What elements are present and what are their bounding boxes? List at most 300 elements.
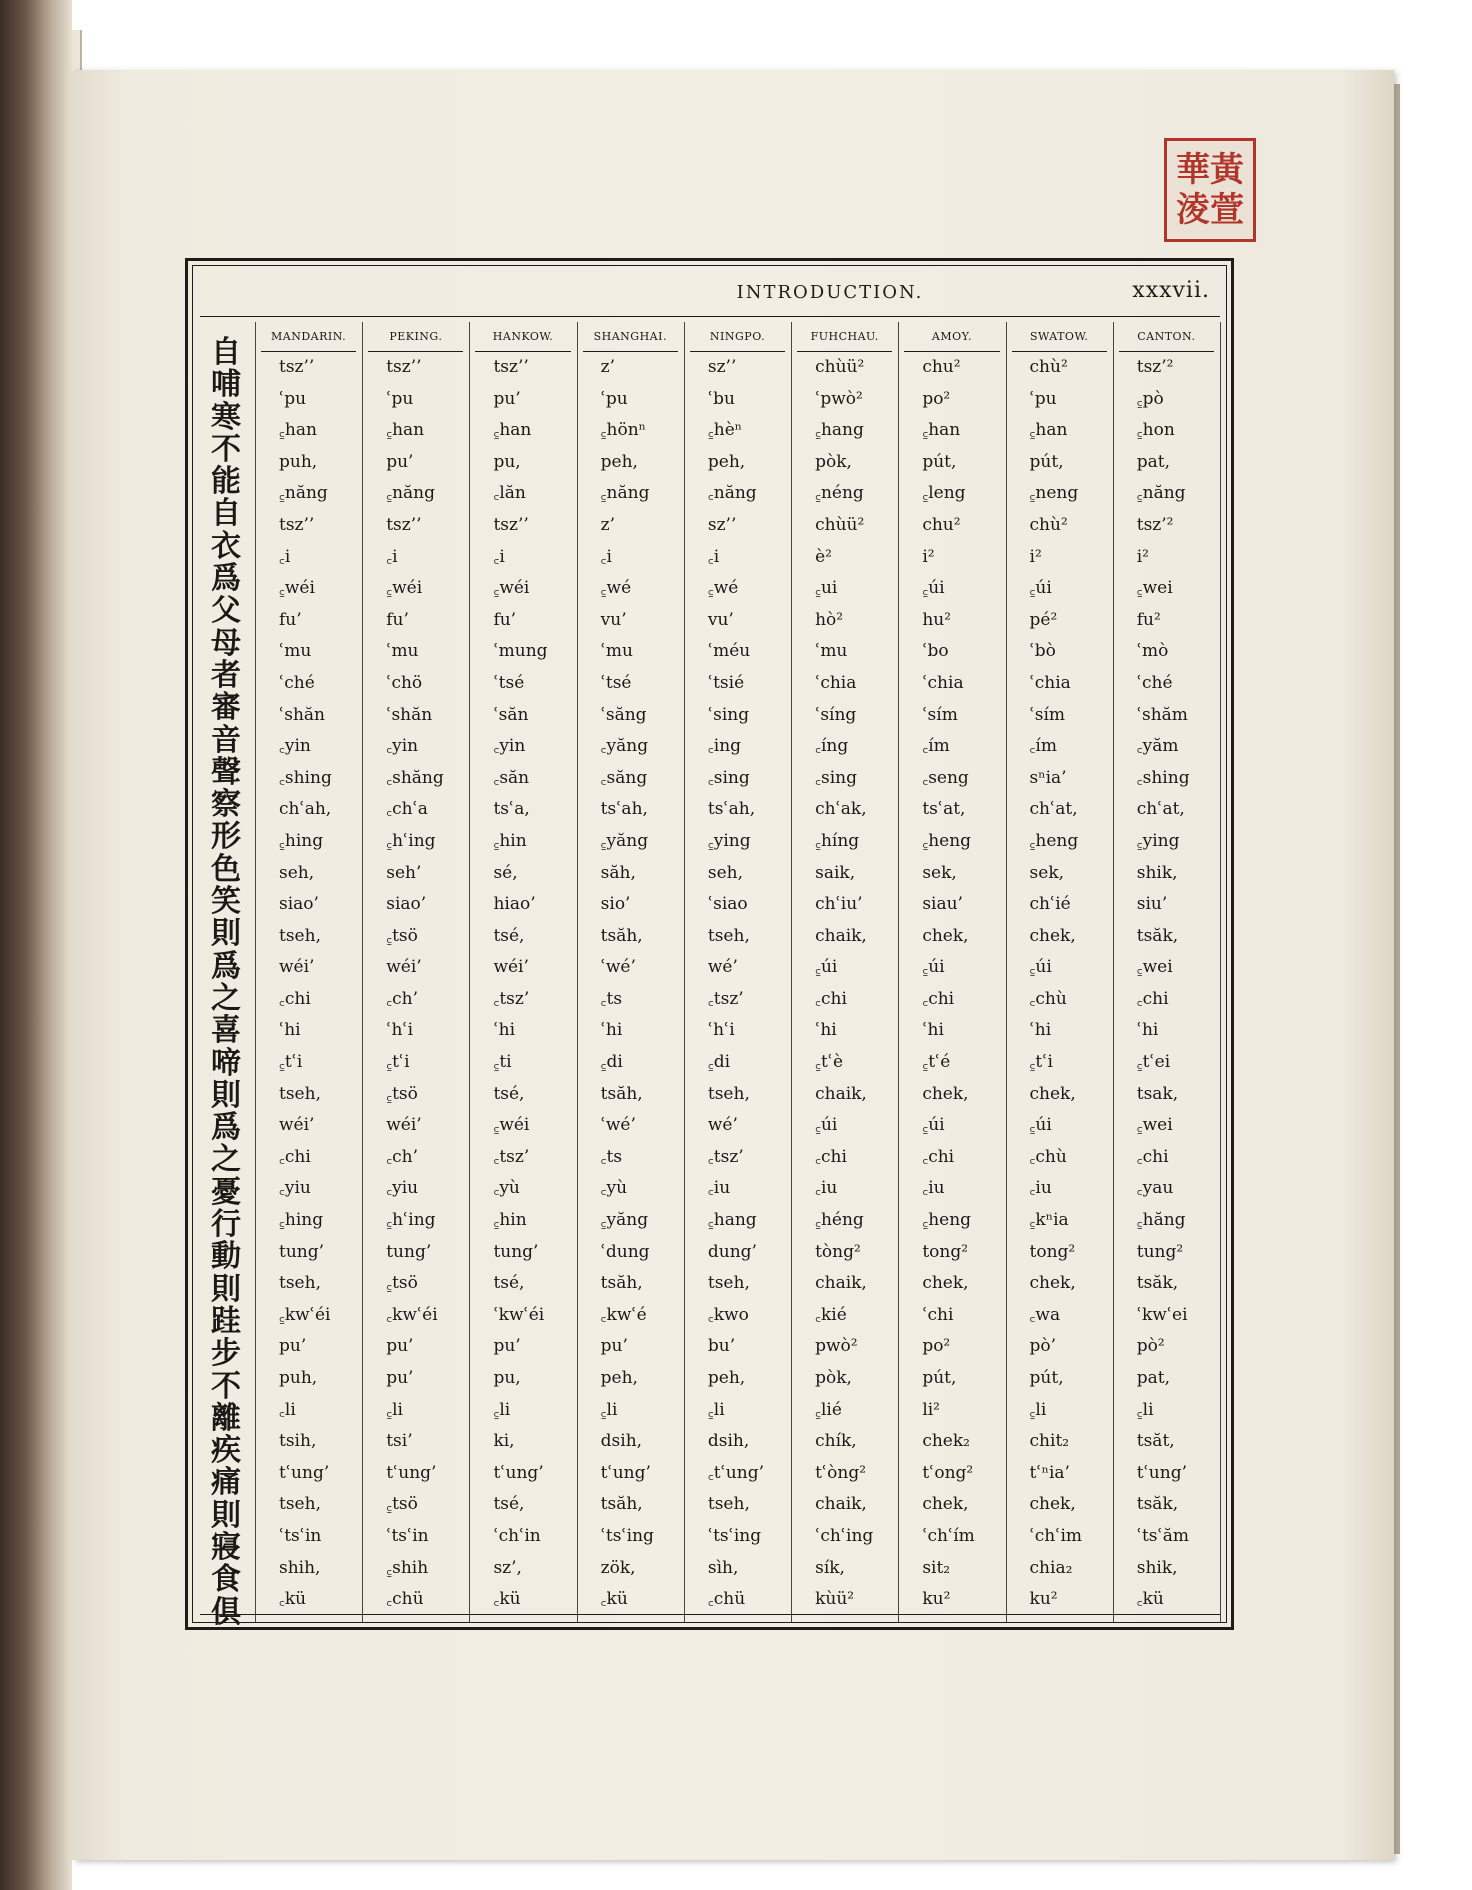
table-cell: tʿⁿia’ — [1029, 1462, 1070, 1483]
table-row — [255, 1426, 1220, 1458]
table-cell: ꜁shih — [386, 1557, 429, 1578]
table-cell: ꜁néng — [815, 483, 864, 504]
chinese-character: 動 — [211, 1239, 241, 1275]
column-rule — [1006, 322, 1007, 1622]
table-cell: ꜁năng — [386, 483, 436, 504]
column-rule — [362, 322, 363, 1622]
column-rule — [577, 322, 578, 1622]
table-row — [255, 952, 1220, 984]
table-cell: ʿhi — [493, 1020, 516, 1041]
chinese-character: 爲 — [211, 948, 241, 984]
table-cell: li² — [922, 1399, 941, 1420]
table-cell: chek, — [1029, 1083, 1076, 1104]
column-header: AMOY. — [904, 322, 999, 352]
table-row — [255, 731, 1220, 763]
table-row — [255, 1015, 1220, 1047]
table-cell: chek, — [922, 1494, 969, 1515]
table-cell: ꜀chi — [815, 988, 847, 1009]
chinese-character: 喜 — [211, 1013, 241, 1049]
table-cell: ꜀iu — [707, 1178, 731, 1199]
table-cell: hò² — [815, 609, 844, 630]
chinese-character: 之 — [211, 1142, 241, 1178]
table-cell: ʿché — [279, 672, 315, 693]
table-cell: ʿshăm — [1136, 704, 1188, 725]
table-row — [255, 1173, 1220, 1205]
table-row — [255, 478, 1220, 510]
table-cell: ʿdung — [600, 1241, 650, 1262]
table-cell: ꜁han — [279, 420, 317, 441]
table-cell: ꜀chi — [1136, 1146, 1169, 1167]
table-cell: pu’ — [493, 1336, 521, 1357]
table-cell: ʿsăn — [493, 704, 529, 725]
table-cell: ʿtsʿing — [600, 1525, 654, 1546]
table-cell: tʿung’ — [600, 1462, 651, 1483]
table-cell: i² — [1136, 546, 1150, 567]
table-cell: chek, — [1029, 1273, 1076, 1294]
table-cell: tòng² — [815, 1241, 861, 1262]
chinese-character: 爲 — [211, 1110, 241, 1146]
table-cell: ʿmu — [600, 641, 633, 662]
table-cell: ꜀kwʿéi — [386, 1304, 438, 1325]
table-row — [255, 1395, 1220, 1427]
table-cell: ꜁heng — [1029, 830, 1079, 851]
table-cell: z’ — [600, 514, 616, 535]
table-row — [255, 1300, 1220, 1332]
table-cell: ꜁năng — [279, 483, 328, 504]
table-cell: ʿméu — [707, 641, 751, 662]
table-cell: ʿchʿing — [815, 1525, 874, 1546]
table-cell: wéi’ — [493, 957, 529, 978]
table-cell: ʿmu — [279, 641, 312, 662]
table-cell: ꜁li — [600, 1399, 618, 1420]
chinese-character: 哺 — [211, 367, 241, 403]
table-cell: tsak, — [1136, 1083, 1179, 1104]
bottom-rule — [200, 1614, 1220, 1615]
table-cell: tung’ — [493, 1241, 539, 1262]
table-cell: ꜀năng — [707, 483, 757, 504]
table-cell: tseh, — [707, 925, 750, 946]
table-cell: ʿbò — [1029, 641, 1056, 662]
table-cell: ꜁yăng — [600, 830, 649, 851]
table-cell: sek, — [922, 862, 957, 883]
table-cell: ꜀chʿa — [386, 799, 428, 820]
table-cell: chu² — [922, 357, 961, 377]
table-cell: ꜁pò — [1136, 388, 1164, 409]
table-cell: ꜀yăm — [1136, 736, 1179, 757]
table-cell: tseh, — [707, 1494, 750, 1515]
table-cell: pu’ — [386, 1336, 414, 1357]
table-body — [255, 352, 1220, 1622]
table-cell: ꜀chü — [386, 1589, 424, 1610]
table-cell: ʿpu — [386, 388, 414, 409]
table-cell: ꜁úi — [922, 1115, 945, 1136]
table-cell: ꜀lăn — [493, 483, 526, 504]
table-cell: ꜁li — [707, 1399, 725, 1420]
table-cell: shik, — [1136, 862, 1178, 883]
table-cell: wéi’ — [386, 1115, 422, 1136]
table-cell: pút, — [1029, 1368, 1064, 1388]
table-cell: pu’ — [279, 1336, 307, 1357]
table-cell: fu’ — [279, 609, 302, 630]
table-cell: dung’ — [707, 1241, 757, 1262]
table-cell: pu’ — [600, 1336, 628, 1357]
table-cell: zök, — [600, 1557, 636, 1578]
chinese-character: 爲 — [211, 561, 241, 597]
chinese-character: 俱 — [211, 1594, 241, 1630]
table-row — [255, 700, 1220, 732]
table-cell: tong² — [922, 1241, 969, 1262]
table-cell: ꜀yin — [493, 736, 526, 757]
table-cell: chʿat, — [1136, 799, 1185, 820]
table-row — [255, 384, 1220, 416]
page-title: INTRODUCTION. — [736, 282, 924, 303]
table-cell: ʿtsʿing — [707, 1525, 762, 1546]
table-cell: tsăk, — [1136, 1494, 1179, 1515]
table-cell: chek, — [1029, 1494, 1076, 1515]
table-cell: ʿhi — [922, 1020, 944, 1041]
table-cell: sz’, — [493, 1557, 522, 1578]
table-cell: ꜀chi — [922, 1146, 955, 1167]
table-cell: tsăh, — [600, 1273, 643, 1294]
chinese-character: 疾 — [211, 1433, 241, 1469]
table-row — [255, 1584, 1220, 1616]
table-cell: ꜁tʿè — [815, 1052, 844, 1073]
seal-char: 黃 — [1210, 150, 1244, 190]
table-cell: ʿchi — [922, 1304, 954, 1325]
table-cell: ꜁tsö — [386, 1494, 418, 1515]
table-cell: pu’ — [493, 388, 521, 409]
table-cell: ʿmò — [1136, 641, 1169, 662]
table-cell: pò’ — [1029, 1336, 1057, 1357]
table-cell: ꜁hin — [493, 1210, 527, 1231]
table-cell: ꜁hönⁿ — [600, 420, 647, 441]
table-row — [255, 1268, 1220, 1300]
table-cell: ʿsing — [707, 704, 750, 725]
table-row — [255, 573, 1220, 605]
table-cell: ꜀shăng — [386, 767, 444, 788]
table-cell: peh, — [600, 451, 638, 472]
book-spine — [0, 0, 72, 1890]
table-cell: chek, — [1029, 925, 1076, 946]
table-cell: ꜁wéi — [493, 578, 530, 599]
table-cell: ꜁úi — [1029, 957, 1052, 978]
table-cell: ꜀wa — [1029, 1304, 1061, 1325]
table-cell: ꜁năng — [1136, 483, 1186, 504]
table-cell: ꜀i — [386, 546, 398, 567]
table-row — [255, 1553, 1220, 1585]
table-cell: ʿwé’ — [600, 957, 636, 978]
table-cell: ꜁ti — [493, 1052, 512, 1073]
table-cell: ꜁wéi — [493, 1115, 530, 1136]
table-cell: ʿhi — [1136, 1020, 1159, 1041]
table-cell: chek, — [922, 1083, 969, 1104]
seal-char: 萱 — [1210, 190, 1244, 230]
table-cell: ꜀iu — [1029, 1178, 1052, 1199]
table-cell: ꜁li — [386, 1399, 403, 1420]
table-cell: chek₂ — [922, 1431, 970, 1452]
table-cell: tsʿah, — [600, 799, 648, 820]
chinese-character: 笑 — [211, 884, 241, 920]
table-cell: tʿung’ — [386, 1462, 437, 1483]
table-cell: ꜁híng — [815, 830, 860, 851]
table-cell: ʿhi — [600, 1020, 623, 1041]
table-cell: ꜁tʿei — [1136, 1052, 1171, 1073]
table-cell: pò² — [1136, 1336, 1165, 1357]
table-cell: peh, — [707, 1368, 746, 1388]
table-cell: ʿchia — [922, 672, 964, 693]
table-cell: ʿhʿi — [707, 1020, 735, 1041]
table-cell: ʿtsʿin — [279, 1525, 322, 1546]
table-cell: pu’ — [386, 1368, 414, 1388]
table-cell: sek, — [1029, 862, 1065, 883]
seal-char: 淩 — [1176, 190, 1210, 230]
table-cell: ʿbu — [707, 388, 735, 409]
table-cell: chit₂ — [1029, 1431, 1070, 1452]
table-cell: ꜀tsz’ — [493, 1146, 530, 1167]
table-cell: ꜀tsz’ — [707, 988, 744, 1009]
table-cell: ꜀íng — [815, 736, 849, 757]
table-row — [255, 352, 1220, 384]
table-cell: tʿung’ — [493, 1462, 544, 1483]
table-cell: ꜁li — [1136, 1399, 1154, 1420]
table-cell: ꜁tsö — [386, 1273, 418, 1294]
table-cell: ꜀yiu — [386, 1178, 419, 1199]
table-cell: z’ — [600, 357, 616, 377]
table-cell: fu² — [1136, 609, 1161, 630]
table-cell: ʿpu — [279, 388, 307, 409]
chinese-character: 痛 — [211, 1465, 241, 1501]
table-cell: ꜀kü — [279, 1589, 307, 1610]
table-cell: ꜁tʿi — [279, 1052, 303, 1073]
table-cell: ꜀yin — [279, 736, 311, 757]
table-cell: ꜀ch’ — [386, 1146, 418, 1167]
chinese-character: 則 — [211, 916, 241, 952]
table-cell: ꜁úi — [922, 578, 945, 599]
table-cell: ꜁úi — [1029, 1115, 1052, 1136]
table-cell: peh, — [600, 1368, 638, 1388]
chinese-character: 自 — [211, 335, 241, 370]
table-cell: ꜁hing — [279, 1210, 324, 1231]
table-cell: ꜁wé — [600, 578, 632, 599]
table-cell: tseh, — [279, 1083, 321, 1104]
table-cell: tsz’’ — [493, 357, 529, 377]
table-cell: ꜁tʿé — [922, 1052, 951, 1073]
chinese-character: 音 — [211, 722, 241, 758]
table-cell: ꜁di — [707, 1052, 731, 1073]
table-cell: tsih, — [279, 1431, 317, 1452]
table-cell: ꜁neng — [1029, 483, 1079, 504]
table-cell: tong² — [1029, 1241, 1076, 1262]
table-cell: ꜀chù — [1029, 1146, 1067, 1167]
table-cell: ꜁tʿi — [386, 1052, 410, 1073]
table-row — [255, 1142, 1220, 1174]
table-cell: chek, — [922, 925, 969, 946]
table-cell: tung’ — [386, 1241, 432, 1262]
table-cell: ꜁wéi — [386, 578, 423, 599]
table-cell: ꜀li — [279, 1399, 296, 1420]
table-cell: chaik, — [815, 1273, 867, 1294]
table-cell: tung’ — [279, 1241, 325, 1262]
table-cell: ʿhi — [279, 1020, 301, 1041]
table-cell: kùü² — [815, 1589, 855, 1610]
table-cell: ꜁héng — [815, 1210, 864, 1231]
table-cell: tung² — [1136, 1241, 1184, 1262]
table-cell: shik, — [1136, 1557, 1178, 1578]
chinese-character: 審 — [211, 690, 241, 726]
table-cell: sio’ — [600, 894, 631, 915]
table-cell: chʿiu’ — [815, 894, 863, 915]
table-cell: ꜀kü — [1136, 1589, 1164, 1610]
table-row — [255, 1363, 1220, 1395]
table-cell: ꜁li — [493, 1399, 511, 1420]
table-cell: chaik, — [815, 925, 867, 946]
table-cell: ꜁heng — [922, 830, 972, 851]
table-cell: tsz’’ — [386, 514, 422, 535]
table-cell: săh, — [600, 862, 636, 883]
table-row — [255, 415, 1220, 447]
chinese-character: 行 — [211, 1207, 241, 1243]
table-cell: ʿtsʿăm — [1136, 1525, 1190, 1546]
table-cell: ꜀i — [707, 546, 720, 567]
running-head — [200, 280, 1220, 317]
table-cell: ꜁tsö — [386, 1083, 418, 1104]
table-cell: dsih, — [707, 1431, 750, 1452]
table-cell: ʿchö — [386, 672, 423, 693]
table-cell: i² — [922, 546, 935, 567]
table-cell: siao’ — [386, 894, 427, 915]
table-cell: puh, — [279, 451, 318, 472]
table-cell: shih, — [279, 1557, 321, 1578]
table-cell: dsih, — [600, 1431, 643, 1452]
table-cell: tsz’’ — [279, 357, 315, 377]
column-rule — [898, 322, 899, 1622]
table-header-row — [255, 322, 1220, 352]
table-cell: tsăt, — [1136, 1431, 1175, 1452]
table-cell: ꜀shing — [1136, 767, 1190, 788]
table-cell: ꜀i — [279, 546, 291, 567]
table-cell: ꜀chi — [279, 988, 311, 1009]
table-cell: ꜀i — [493, 546, 505, 567]
table-cell: tseh, — [279, 1494, 321, 1515]
table-cell: tsz’’ — [386, 357, 422, 377]
table-cell: ʿhi — [1029, 1020, 1052, 1041]
table-cell: tseh, — [279, 925, 321, 946]
table-row — [255, 668, 1220, 700]
table-cell: ꜀yù — [493, 1178, 520, 1199]
table-cell: wé’ — [707, 957, 738, 978]
table-cell: pòk, — [815, 1368, 852, 1388]
table-cell: è² — [815, 546, 832, 567]
table-cell: ꜀kwʿé — [600, 1304, 647, 1325]
chinese-character: 則 — [211, 1271, 241, 1307]
table-cell: ʿpu — [600, 388, 628, 409]
table-cell: ꜀chü — [707, 1589, 746, 1610]
table-cell: peh, — [707, 451, 746, 472]
table-cell: chùü² — [815, 514, 865, 535]
chinese-character: 形 — [211, 819, 241, 855]
table-cell: ꜁úi — [815, 1115, 838, 1136]
table-cell: ꜁úi — [922, 957, 945, 978]
table-cell: siau’ — [922, 894, 963, 915]
table-cell: ꜁han — [493, 420, 532, 441]
table-row — [255, 763, 1220, 795]
table-cell: ꜀ch’ — [386, 988, 418, 1009]
table-cell: ʿtsé — [493, 672, 525, 693]
table-cell: ꜀chi — [279, 1146, 311, 1167]
table-cell: vu’ — [707, 609, 734, 630]
table-cell: chʿié — [1029, 894, 1071, 915]
table-row — [255, 1110, 1220, 1142]
table-cell: ꜀săng — [600, 767, 648, 788]
table-cell: sit₂ — [922, 1557, 951, 1578]
table-cell: ꜁hang — [815, 420, 864, 441]
table-cell: ʿché — [1136, 672, 1173, 693]
table-cell: ʿsiao — [707, 894, 748, 915]
chinese-character: 寢 — [211, 1529, 241, 1565]
table-cell: ꜁heng — [922, 1210, 972, 1231]
table-cell: ꜀tsz’ — [707, 1146, 744, 1167]
table-cell: ꜀ím — [1029, 736, 1057, 757]
table-row — [255, 1079, 1220, 1111]
table-cell: ꜀ing — [707, 736, 742, 757]
chinese-character: 色 — [211, 851, 241, 887]
table-cell: ʿhʿi — [386, 1020, 414, 1041]
table-cell: seh, — [707, 862, 744, 883]
chinese-character: 者 — [211, 657, 241, 693]
table-cell: ꜀yiu — [279, 1178, 311, 1199]
table-row — [255, 984, 1220, 1016]
table-row — [255, 794, 1220, 826]
column-rule — [469, 322, 470, 1622]
chinese-character: 離 — [211, 1400, 241, 1436]
table-cell: tsăh, — [600, 1494, 643, 1515]
table-cell: chʿah, — [279, 799, 332, 820]
table-cell: sz’’ — [707, 514, 737, 535]
table-row — [255, 1458, 1220, 1490]
table-cell: chùü² — [815, 357, 865, 377]
table-cell: chík, — [815, 1431, 857, 1452]
table-cell: tsʿah, — [707, 799, 756, 820]
table-cell: ꜀ím — [922, 736, 950, 757]
table-cell: ʿsăng — [600, 704, 647, 725]
table-cell: pòk, — [815, 451, 852, 472]
table-row — [255, 605, 1220, 637]
table-cell: ꜀iu — [815, 1178, 838, 1199]
table-cell: ʿchia — [815, 672, 857, 693]
column-header: FUHCHAU. — [797, 322, 892, 352]
table-cell: tsz’’ — [279, 514, 315, 535]
table-cell: tʿung’ — [279, 1462, 330, 1483]
table-row — [255, 542, 1220, 574]
table-cell: ʿtsié — [707, 672, 745, 693]
table-cell: ʿmung — [493, 641, 548, 662]
table-cell: ꜁hing — [279, 830, 324, 851]
chinese-character: 則 — [211, 1077, 241, 1113]
chinese-text-column — [203, 335, 249, 1630]
chinese-character: 能 — [211, 464, 241, 500]
table-cell: ꜁úi — [815, 957, 838, 978]
column-rule — [684, 322, 685, 1622]
table-cell: ꜀kié — [815, 1304, 847, 1325]
table-cell: wéi’ — [279, 957, 315, 978]
table-cell: tsz’’ — [493, 514, 529, 535]
table-cell: ꜁úi — [1029, 578, 1052, 599]
table-cell: ꜁tʿi — [1029, 1052, 1053, 1073]
table-cell: ꜀chi — [922, 988, 955, 1009]
table-cell: ʿtsʿin — [386, 1525, 429, 1546]
table-cell: pút, — [922, 1368, 957, 1388]
table-cell: pat, — [1136, 451, 1171, 472]
